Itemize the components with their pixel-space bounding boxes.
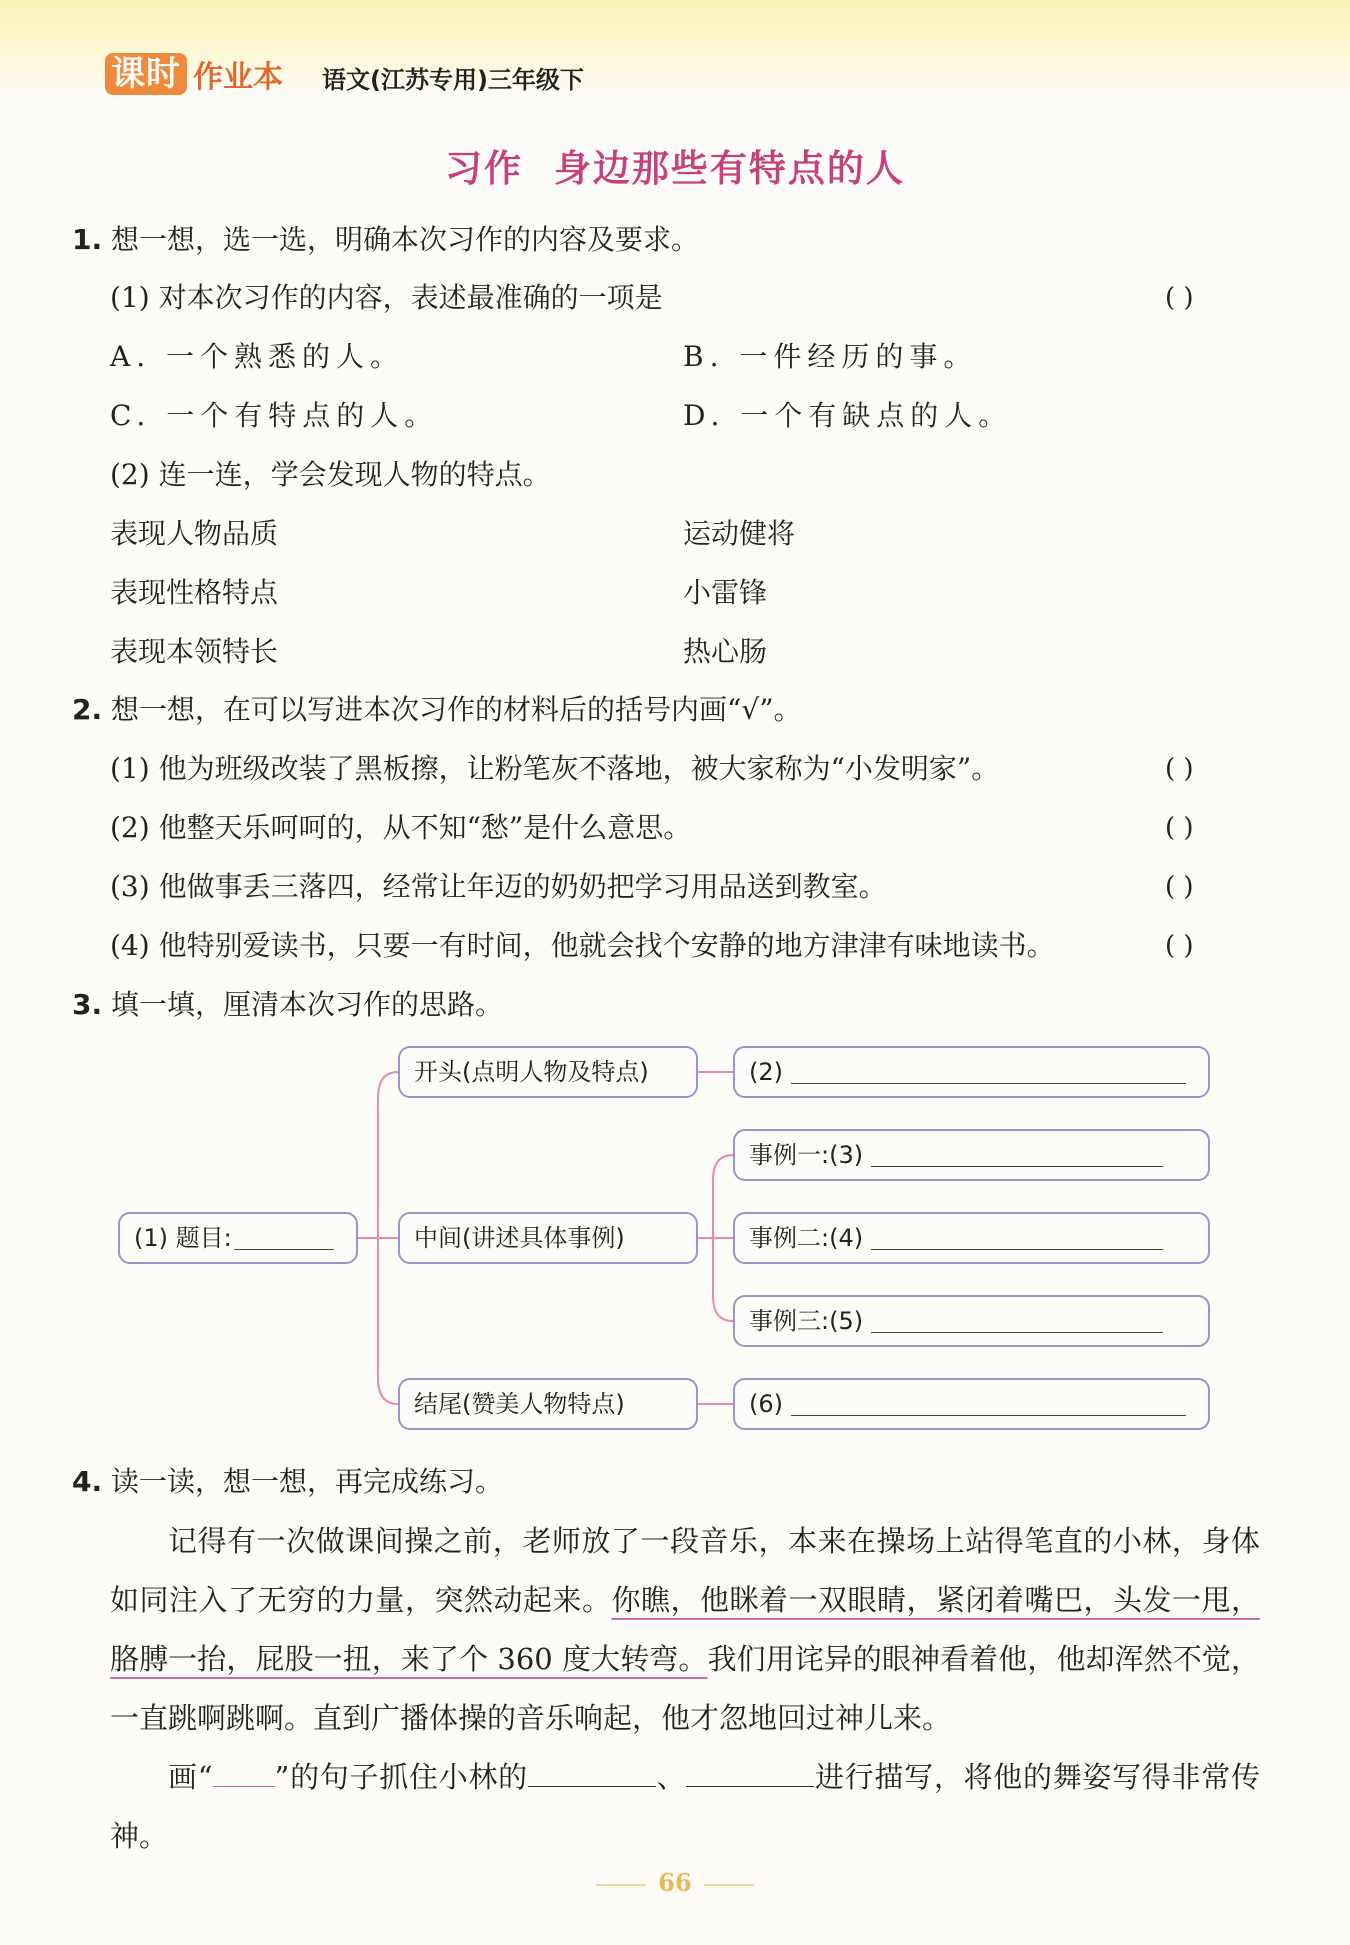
q1-number: 1. [72,223,103,256]
q1-sub2: (2) 连一连，学会发现人物的特点。 [110,458,551,491]
exercise-c: 、 [655,1760,687,1794]
q3-number: 3. [72,988,103,1021]
blank-6-label: (6) [749,1390,783,1418]
q4-blank-1[interactable] [528,1762,656,1787]
mindmap-root-box[interactable] [118,1212,358,1264]
exercise-b: ”的句子抓住小林的 [274,1760,528,1794]
mindmap-blank-2[interactable] [733,1046,1210,1098]
q2-item-1: (1) 他为班级改装了黑板擦，让粉笔灰不落地，被大家称为“小发明家”。 [110,752,1000,785]
answer-bracket[interactable]: ( ) [1165,754,1194,784]
brand-sub: 作业本 [193,60,283,95]
q4-number: 4. [72,1465,103,1498]
option-a: A. 一个熟悉的人。 [110,340,405,373]
q4-blank-2[interactable] [686,1762,814,1787]
blank-2-label: (2) [749,1058,783,1086]
page-number-text: 66 [658,1868,692,1897]
page-number [0,1868,1350,1897]
mindmap-blank-5[interactable] [733,1295,1210,1347]
mindmap-root-label: (1) 题目: [134,1224,232,1252]
page-number-dash-left [596,1884,646,1886]
q3-text: 填一填，厘清本次习作的思路。 [111,988,504,1021]
q4-exercise [110,1748,1260,1866]
option-b: B. 一件经历的事。 [683,340,978,373]
blank-6-line[interactable] [791,1395,1186,1416]
exercise-d: 进行描写，将他的舞姿写得非常传神。 [110,1760,1260,1853]
blank-5-line[interactable] [871,1312,1163,1333]
mindmap-blank-4[interactable] [733,1212,1210,1264]
passage-underlined: 你瞧，他眯着一双眼睛，紧闭着嘴巴，头发一甩，胳膊一抬，屁股一扭，来了个 360 度大转弯。 [110,1583,1260,1676]
underline-sample [213,1762,275,1787]
page-number-dash-right [704,1884,754,1886]
blank-4-label: 事例二:(4) [749,1224,864,1252]
q1-text: 想一想，选一选，明确本次习作的内容及要求。 [111,223,700,256]
mindmap-end-box: 结尾(赞美人物特点) [398,1378,698,1430]
q2-item-3: (3) 他做事丢三落四，经常让年迈的奶奶把学习用品送到教室。 [110,870,887,903]
mindmap-middle-box: 中间(讲述具体事例) [398,1212,698,1264]
passage-part1: 记得有一次做课间操之前，老师放了一段音乐，本来在操场上站得笔直的小林，身体如同注入了无穷的力量，突然动起来。 [110,1524,1260,1617]
q4-heading [72,1462,503,1502]
root-blank[interactable] [234,1229,334,1250]
option-c: C. 一个有特点的人。 [110,399,439,432]
match-left-3[interactable]: 表现本领特长 [110,635,279,668]
book-title: 语文(江苏专用)三年级下 [322,66,584,94]
blank-3-line[interactable] [871,1146,1163,1167]
passage-part2: 我们用诧异的眼神看着他，他却浑然不觉，一直跳啊跳啊。直到广播体操的音乐响起，他才忽地回过神儿来。 [110,1642,1260,1735]
q2-item-4: (4) 他特别爱读书，只要一有时间，他就会找个安静的地方津津有味地读书。 [110,929,1055,962]
match-right-3[interactable]: 热心肠 [683,635,768,668]
reading-passage [110,1512,1260,1748]
match-left-2[interactable]: 表现性格特点 [110,576,279,609]
option-d: D. 一个有缺点的人。 [683,399,1013,432]
brand-main: 课时 [105,53,187,95]
answer-bracket[interactable]: ( ) [1165,813,1194,843]
q2-text: 想一想，在可以写进本次习作的材料后的括号内画“√”。 [111,693,802,726]
mindmap-begin-box: 开头(点明人物及特点) [398,1046,698,1098]
title-part1: 习作 [445,147,524,190]
answer-bracket[interactable]: ( ) [1165,872,1194,902]
blank-5-label: 事例三:(5) [749,1307,864,1335]
match-right-2[interactable]: 小雷锋 [683,576,768,609]
q2-item-2: (2) 他整天乐呵呵的，从不知“愁”是什么意思。 [110,811,692,844]
q4-text: 读一读，想一想，再完成练习。 [111,1465,504,1498]
answer-bracket[interactable]: ( ) [1165,931,1194,961]
answer-bracket[interactable]: ( ) [1165,283,1194,313]
mindmap-blank-6[interactable] [733,1378,1210,1430]
blank-4-line[interactable] [871,1229,1163,1250]
match-left-1[interactable]: 表现人物品质 [110,517,279,550]
match-right-1[interactable]: 运动健将 [683,517,796,550]
blank-3-label: 事例一:(3) [749,1141,864,1169]
q2-number: 2. [72,693,103,726]
title-part2: 身边那些有特点的人 [553,147,905,190]
blank-2-line[interactable] [791,1063,1186,1084]
mindmap-blank-3[interactable] [733,1129,1210,1181]
exercise-a: 画“ [168,1760,213,1794]
q1-sub1: (1) 对本次习作的内容，表述最准确的一项是 [110,281,663,314]
